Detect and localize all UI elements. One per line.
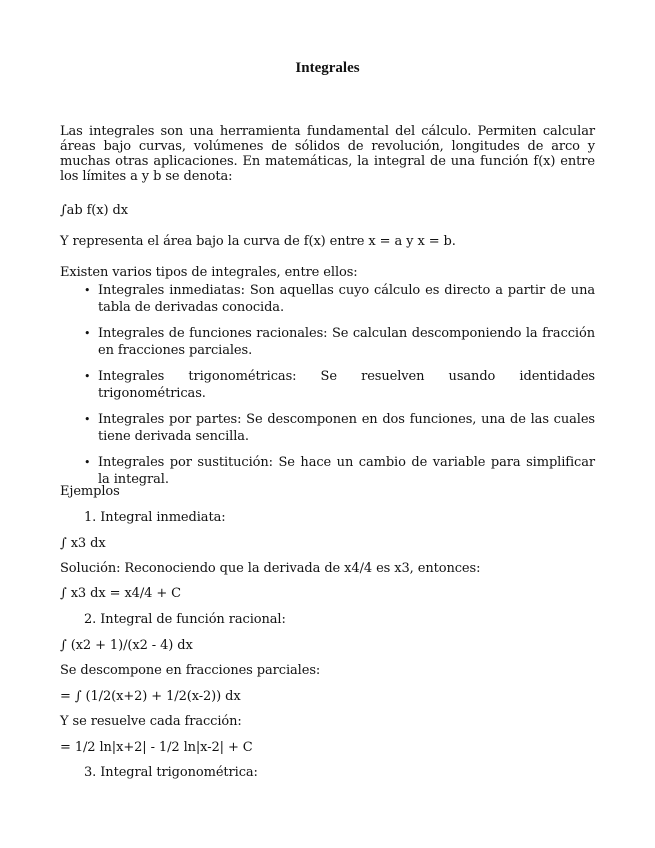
list-item: [60, 282, 595, 316]
list-item-text: Integrales por partes: Se descomponen en dos funciones, una de las cuales tiene derivada sencilla.: [98, 412, 595, 444]
list-item-text: Integrales de funciones racionales: Se calculan descomponiendo la fracción en fracciones parciales.: [98, 326, 595, 358]
bullet-icon: •: [84, 327, 91, 340]
list-item: [60, 368, 595, 402]
example-2-heading: [84, 612, 286, 628]
example-2-number: 2.: [84, 612, 97, 627]
example-2-step1-expr: = ∫ (1/2(x+2) + 1/2(x-2)) dx: [60, 689, 241, 704]
intro-paragraph: Las integrales son una herramienta fundamental del cálculo. Permiten calcular áreas bajo curvas, volúmenes de sólidos de revolución, longitudes de arco y muchas otras aplicaciones. En matemáticas, la integral de una función f(x) entre los límites a y b se denota:: [60, 124, 595, 184]
example-1-label: Integral inmediata:: [100, 510, 226, 525]
list-item: [60, 454, 595, 488]
list-item: [60, 411, 595, 445]
list-item-text: Integrales por sustitución: Se hace un cambio de variable para simplificar la integral.: [98, 455, 595, 487]
bullet-icon: •: [84, 413, 91, 426]
example-3-label: Integral trigonométrica:: [100, 765, 258, 780]
example-1-number: 1.: [84, 510, 97, 525]
types-intro: Existen varios tipos de integrales, entre ellos:: [60, 265, 358, 280]
example-1-integral: ∫ x3 dx: [60, 536, 106, 551]
page-title: Integrales: [295, 60, 360, 76]
example-2-step2: Y se resuelve cada fracción:: [60, 714, 242, 729]
example-1-result: ∫ x3 dx = x4/4 + C: [60, 586, 182, 601]
example-1-heading: [84, 510, 226, 526]
example-2-step1: Se descompone en fracciones parciales:: [60, 663, 321, 678]
list-item-text: Integrales inmediatas: Son aquellas cuyo cálculo es directo a partir de una tabla de derivadas conocida.: [98, 283, 595, 315]
list-item: [60, 325, 595, 359]
example-3-number: 3.: [84, 765, 97, 780]
examples-heading: Ejemplos: [60, 484, 120, 499]
example-2-step2-expr: = 1/2 ln|x+2| - 1/2 ln|x-2| + C: [60, 740, 253, 755]
bullet-icon: •: [84, 456, 91, 469]
example-3-heading: [84, 765, 258, 781]
integral-definition: ∫ab f(x) dx: [60, 203, 128, 218]
example-2-label: Integral de función racional:: [100, 612, 286, 627]
bullet-icon: •: [84, 284, 91, 297]
integral-types-list: [60, 282, 595, 497]
bullet-icon: •: [84, 370, 91, 383]
list-item-text: Integrales trigonométricas: Se resuelven usando identidades trigonométricas.: [98, 369, 595, 401]
area-sentence: Y representa el área bajo la curva de f(x) entre x = a y x = b.: [60, 234, 456, 249]
example-1-solution: Solución: Reconociendo que la derivada de x4/4 es x3, entonces:: [60, 561, 481, 576]
example-2-integral: ∫ (x2 + 1)/(x2 - 4) dx: [60, 638, 193, 653]
